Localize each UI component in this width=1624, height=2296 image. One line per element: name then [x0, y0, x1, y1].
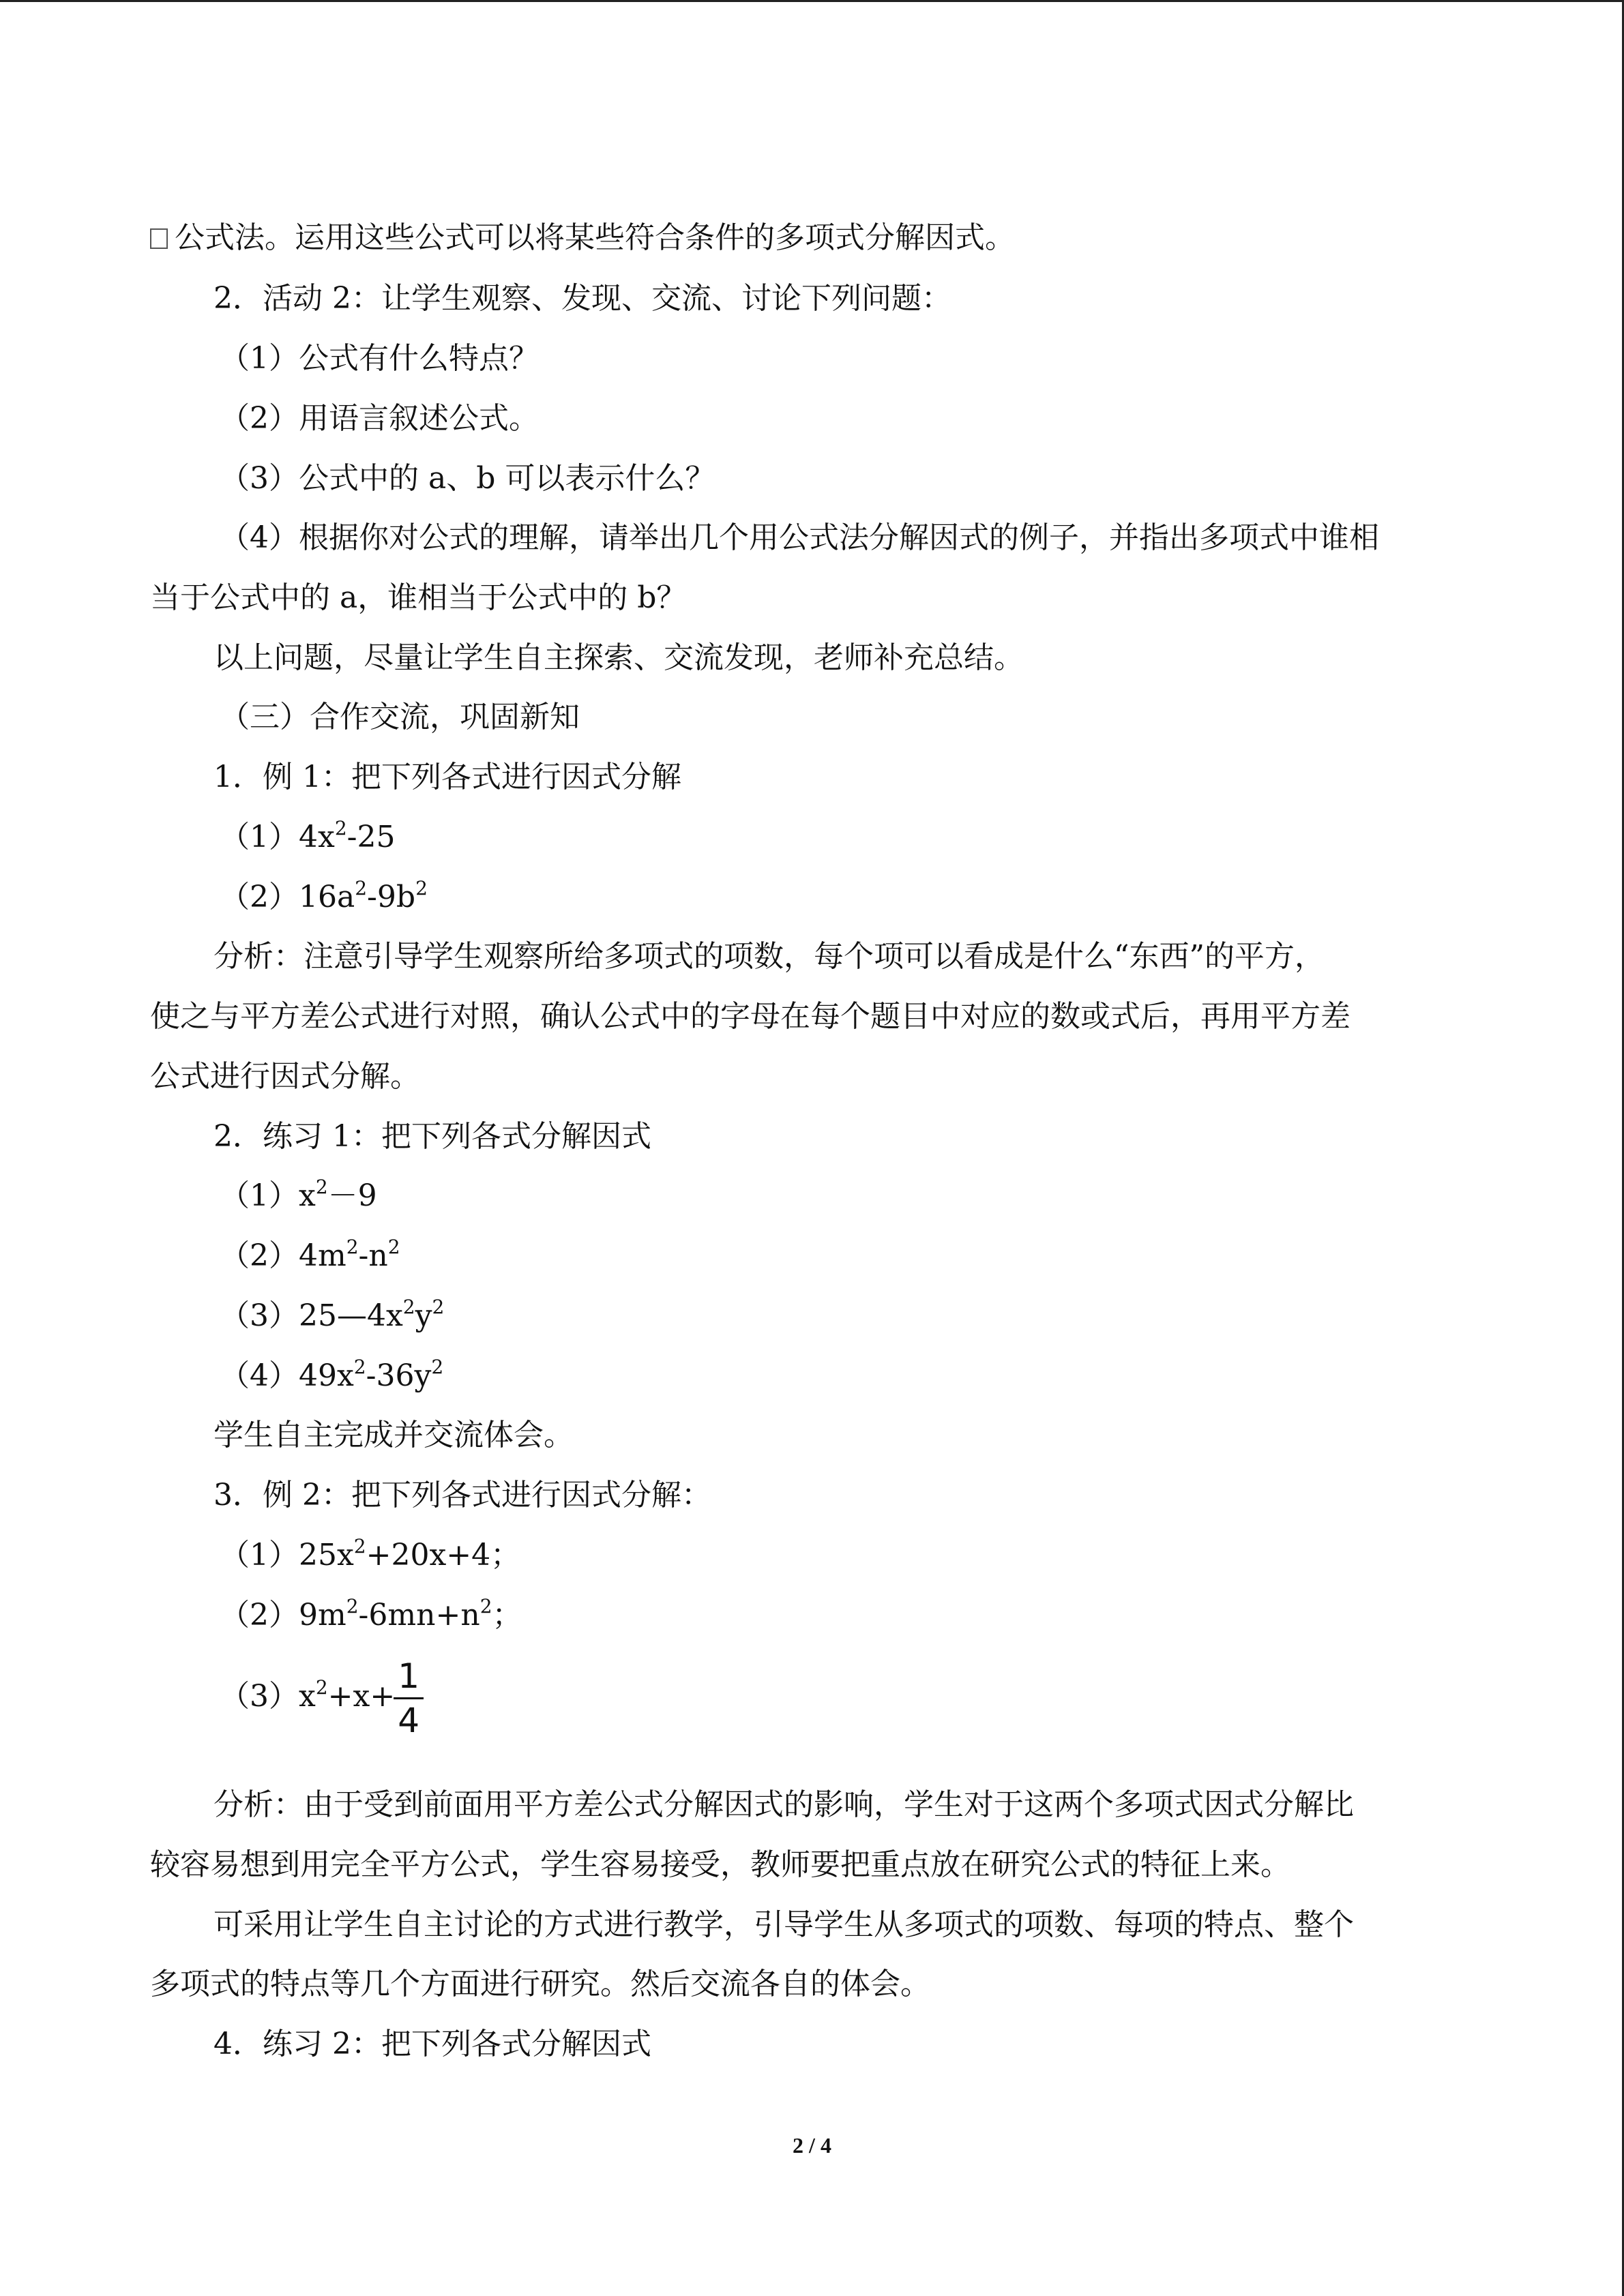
formula-line-17: $(1)x^2-9$	[220, 1176, 377, 1213]
text-line-21: 学生自主完成并交流体会。	[213, 1418, 574, 1452]
text-line-27: 较容易想到用完全平方公式，学生容易接受，教师要把重点放在研究公式的特征上来。	[150, 1847, 1290, 1882]
text-line-2: 2．活动 2：让学生观察、发现、交流、讨论下列问题：	[213, 281, 951, 316]
text-line-29: 多项式的特点等几个方面进行研究。然后交流各自的体会。	[150, 1967, 930, 2001]
text-line-1: 公式法。运用这些公式可以将某些符合条件的多项式分解因式。	[150, 218, 1015, 258]
formula-line-25: $(3)x^2+x+$ $\frac{1}{4}$	[220, 1652, 424, 1742]
formula-line-24: $(2)9m^2-6mn+n^2$；	[220, 1595, 522, 1632]
fraction-one-quarter: $\frac{1}{4}$	[394, 1655, 424, 1742]
text-line-3: （1）公式有什么特点？	[220, 341, 539, 376]
page-number: 2 / 4	[793, 2133, 831, 2158]
missing-glyph-box-icon	[150, 228, 168, 249]
text-line-30: 4．练习 2：把下列各式分解因式	[213, 2027, 651, 2061]
text-line-14: 使之与平方差公式进行对照，确认公式中的字母在每个题目中对应的数或式后，再用平方差	[150, 999, 1350, 1034]
formula-line-11: $(1)4x^2-25$	[220, 817, 396, 854]
text-line-10: 1．例 1：把下列各式进行因式分解	[213, 760, 681, 794]
formula-line-18: $(2)4m^2-n^2$	[220, 1236, 400, 1273]
text-line-13: 分析：注意引导学生观察所给多项式的项数，每个项可以看成是什么“东西”的平方，	[213, 939, 1325, 974]
formula-line-20: $(4)49x^2-36y^2$	[220, 1356, 444, 1393]
text-line-7: 当于公式中的 a，谁相当于公式中的 b？	[150, 580, 687, 615]
text-line-15: 公式进行因式分解。	[150, 1059, 420, 1094]
text-line-16: 2．练习 1：把下列各式分解因式	[213, 1119, 651, 1154]
formula-line-23: $(1)25x^2+20x+4$；	[220, 1535, 521, 1572]
text-line-6: （4）根据你对公式的理解，请举出几个用公式法分解因式的例子，并指出多项式中谁相	[220, 520, 1379, 555]
text-line-5: （3）公式中的 a、b 可以表示什么？	[220, 461, 715, 496]
text-line-8: 以上问题，尽量让学生自主探索、交流发现，老师补充总结。	[213, 640, 1024, 675]
formula-line-12: $(2)16a^2-9b^2$	[220, 877, 428, 914]
text-line-4: （2）用语言叙述公式。	[220, 401, 539, 436]
text-line-22: 3．例 2：把下列各式进行因式分解：	[213, 1478, 711, 1512]
formula-line-19: $(3)25—4x^2y^2$	[220, 1296, 445, 1333]
text-line-26: 分析：由于受到前面用平方差公式分解因式的影响，学生对于这两个多项式因式分解比	[213, 1787, 1354, 1822]
text-line-28: 可采用让学生自主讨论的方式进行教学，引导学生从多项式的项数、每项的特点、整个	[213, 1907, 1354, 1942]
text-line-9: （三）合作交流，巩固新知	[220, 700, 580, 734]
